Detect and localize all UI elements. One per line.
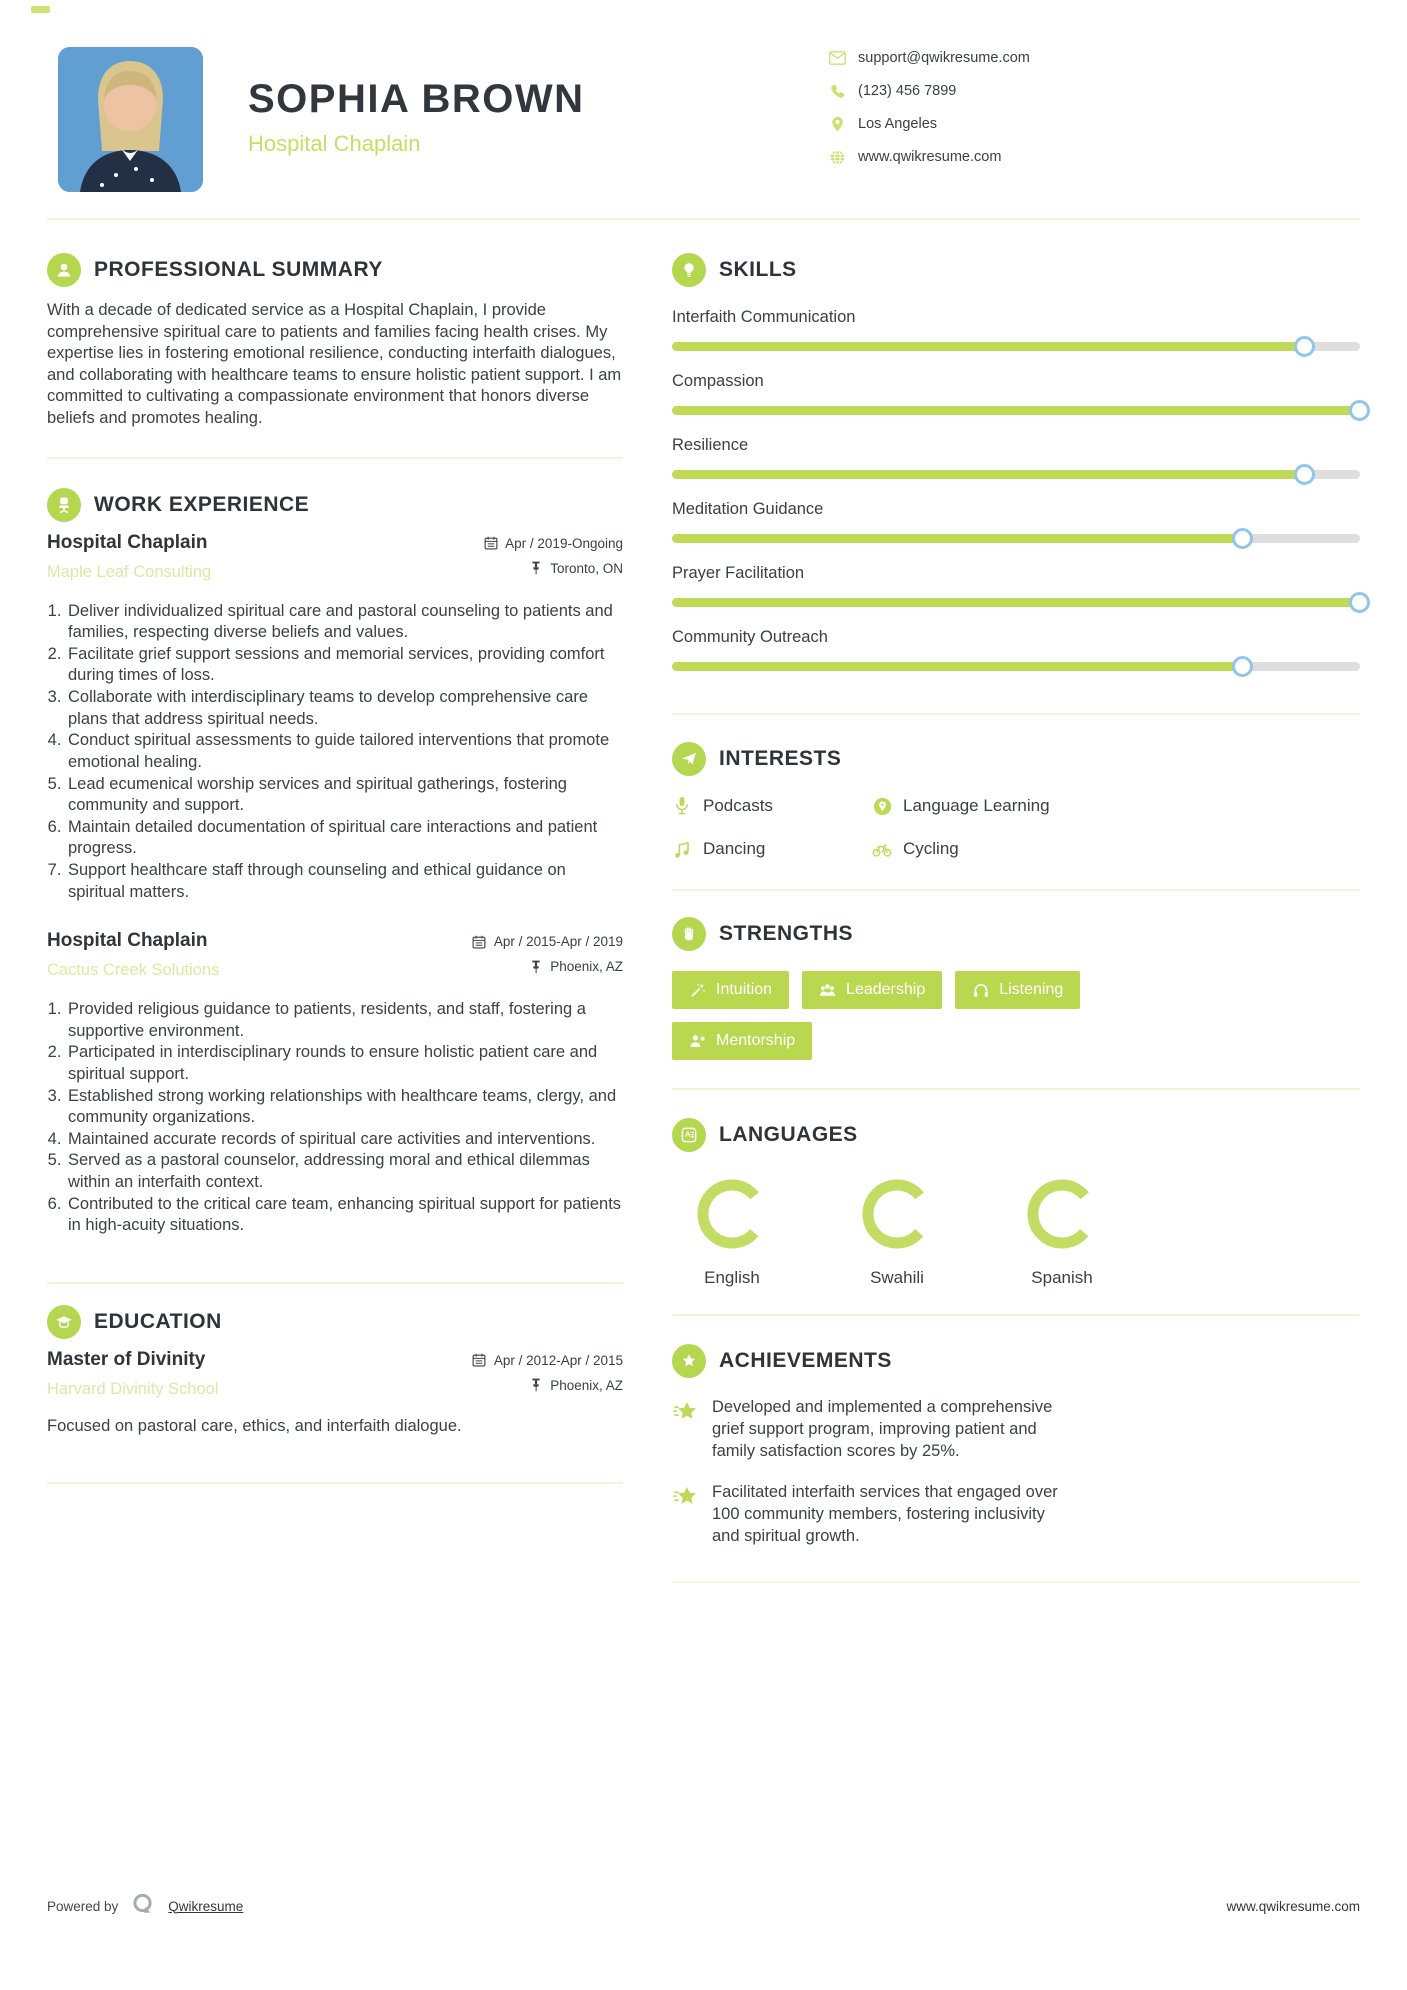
- person-plus-icon: [689, 1033, 706, 1050]
- summary-heading: PROFESSIONAL SUMMARY: [94, 258, 383, 281]
- job-bullet: 1. Deliver individualized spiritual care and pastoral counseling to patients and families, respecting diverse beliefs and values.: [66, 601, 623, 644]
- education-entry: [47, 1349, 623, 1438]
- person-name: SOPHIA BROWN: [248, 77, 585, 121]
- user-icon: [47, 253, 81, 287]
- header: [0, 0, 1407, 192]
- achievements-heading: ACHIEVEMENTS: [719, 1349, 892, 1372]
- summary-text: With a decade of dedicated service as a Hospital Chaplain, I provide comprehensive spiritual care to patients and families facing health crises. My expertise lies in fostering emotional resilience, conducting interfaith dialogues, and collaborating with healthcare teams to ensure holistic patient support. I am committed to cultivating a compassionate environment that honors diverse beliefs and promotes healing.: [47, 301, 622, 428]
- job-location-row: [472, 959, 623, 974]
- star-icon: [672, 1344, 706, 1378]
- strength-badge: [672, 971, 789, 1009]
- qwikresume-link[interactable]: Qwikresume: [168, 1898, 244, 1914]
- powered-by-label: Powered by: [47, 1898, 119, 1914]
- achievement-item: [672, 1397, 1360, 1463]
- job-bullet-list: [47, 999, 623, 1237]
- skill-label: Prayer Facilitation: [672, 564, 805, 582]
- contact-list: [828, 49, 1360, 181]
- contact-item-location: [828, 115, 1360, 133]
- job-entry-head: [47, 930, 623, 984]
- team-icon: [819, 982, 836, 999]
- skill-slider: [672, 406, 1360, 415]
- shooting-star-icon: [672, 1399, 700, 1463]
- right-column: [672, 220, 1360, 1583]
- headphones-icon: [972, 982, 989, 999]
- contact-phone-text[interactable]: (123) 456 7899: [858, 83, 957, 99]
- job-location: Toronto, ON: [550, 560, 623, 576]
- job-dates: Apr / 2019-Ongoing: [505, 535, 623, 551]
- calendar-icon: [483, 536, 498, 551]
- skill-item: [672, 564, 1360, 607]
- skill-slider: [672, 598, 1360, 607]
- education-divider: [47, 1482, 623, 1484]
- language-proficiency-ring: [859, 1176, 935, 1252]
- language-item: [680, 1176, 784, 1288]
- strength-badge: [672, 1022, 812, 1060]
- languages-divider: [672, 1314, 1360, 1316]
- identity-block: [248, 77, 585, 157]
- interest-label: Dancing: [703, 839, 766, 858]
- language-label: Spanish: [1031, 1268, 1093, 1287]
- education-title-block: [47, 1349, 218, 1399]
- interest-label: Podcasts: [703, 796, 773, 815]
- left-column: [47, 220, 623, 1484]
- job-entry: [47, 930, 623, 1237]
- job-bullet: 5. Served as a pastoral counselor, addressing moral and ethical dilemmas within an interfaith context.: [66, 1150, 623, 1193]
- skill-level-fill: [672, 342, 1305, 351]
- contact-item-website: [828, 148, 1360, 166]
- interests-grid: [672, 796, 1360, 859]
- interests-divider: [672, 889, 1360, 891]
- shooting-star-icon: [672, 1484, 700, 1548]
- skill-level-fill: [672, 470, 1305, 479]
- skill-slider: [672, 470, 1360, 479]
- job-bullet: 2. Participated in interdisciplinary rounds to ensure holistic patient care and spiritual support.: [66, 1042, 623, 1085]
- job-meta: [472, 930, 623, 984]
- strength-label: Intuition: [716, 981, 773, 998]
- profile-photo: [58, 47, 203, 192]
- job-title-block: [47, 930, 219, 980]
- job-location-row: [483, 561, 623, 576]
- education-heading: EDUCATION: [94, 1309, 222, 1333]
- skill-item: [672, 308, 1360, 351]
- skill-slider-handle: [1232, 656, 1253, 677]
- skill-level-fill: [672, 598, 1360, 607]
- job-bullet: 6. Maintain detailed documentation of spiritual care interactions and patient progress.: [66, 817, 623, 860]
- section-interests: [672, 742, 1360, 891]
- interest-label: Cycling: [903, 839, 959, 858]
- skills-divider: [672, 713, 1360, 715]
- languages-section-head: [672, 1118, 1360, 1152]
- contact-item-phone: [828, 82, 1360, 100]
- pushpin-icon: [528, 1378, 543, 1393]
- job-dates-row: [472, 934, 623, 949]
- interests-heading: INTERESTS: [719, 747, 842, 770]
- skill-item: [672, 372, 1360, 415]
- skill-slider-handle: [1349, 400, 1370, 421]
- skill-level-fill: [672, 406, 1360, 415]
- job-location: Phoenix, AZ: [550, 959, 623, 975]
- strength-label: Listening: [999, 981, 1064, 998]
- strength-label: Leadership: [846, 981, 926, 998]
- job-bullet: 4. Conduct spiritual assessments to guide tailored interventions that promote emotional healing.: [66, 730, 623, 773]
- summary-section-head: [47, 253, 623, 287]
- translate-icon: [672, 1118, 706, 1152]
- education-school: Harvard Divinity School: [47, 1379, 219, 1398]
- strength-badge: [955, 971, 1080, 1009]
- job-bullet: 6. Contributed to the critical care team, enhancing spiritual support for patients in high-acuity situations.: [66, 1194, 623, 1237]
- interest-item: [872, 839, 1360, 859]
- skill-level-fill: [672, 662, 1243, 671]
- email-icon: [828, 49, 846, 67]
- achievements-section-head: [672, 1344, 1360, 1378]
- skill-label: Community Outreach: [672, 628, 828, 646]
- skill-slider-handle: [1294, 464, 1315, 485]
- skill-label: Meditation Guidance: [672, 500, 824, 518]
- skills-heading: SKILLS: [719, 258, 797, 281]
- achievement-text: Developed and implemented a comprehensive grief support program, improving patient and family satisfaction scores by 25%.: [712, 1398, 1053, 1460]
- section-languages: [672, 1118, 1360, 1316]
- strengths-heading: STRENGTHS: [719, 922, 854, 945]
- calendar-icon: [472, 1353, 487, 1368]
- skill-item: [672, 436, 1360, 479]
- skill-label: Resilience: [672, 436, 749, 454]
- education-location: Phoenix, AZ: [550, 1377, 623, 1393]
- job-meta: [483, 532, 623, 586]
- job-dates-row: [483, 536, 623, 551]
- globe-icon: [828, 148, 846, 166]
- lightbulb-icon: [672, 253, 706, 287]
- work-section-head: [47, 488, 623, 522]
- contact-website-text[interactable]: www.qwikresume.com: [858, 149, 1002, 165]
- language-label: English: [704, 1268, 760, 1287]
- skill-slider: [672, 342, 1360, 351]
- interest-item: [672, 839, 872, 859]
- section-achievements: [672, 1344, 1360, 1583]
- calendar-icon: [472, 934, 487, 949]
- language-label: Swahili: [870, 1268, 924, 1287]
- job-bullet: 3. Collaborate with interdisciplinary teams to develop comprehensive care plans that address spiritual needs.: [66, 687, 623, 730]
- job-company: Cactus Creek Solutions: [47, 961, 220, 980]
- skill-slider: [672, 662, 1360, 671]
- language-item: [1010, 1176, 1114, 1288]
- language-proficiency-ring: [1024, 1176, 1100, 1252]
- skill-slider-handle: [1349, 592, 1370, 613]
- education-dates-row: [472, 1353, 623, 1368]
- education-degree: Master of Divinity: [47, 1348, 206, 1370]
- footer: [47, 1893, 1360, 1919]
- bicycle-icon: [872, 839, 892, 859]
- paper-plane-icon: [672, 742, 706, 776]
- section-skills: [672, 253, 1360, 715]
- svg-text:A: A: [685, 1129, 691, 1139]
- job-bullet: 2. Facilitate grief support sessions and memorial services, providing comfort during times of loss.: [66, 644, 623, 687]
- job-title: Hospital Chaplain: [47, 930, 208, 952]
- main-content: [0, 220, 1407, 1583]
- person-job-title: Hospital Chaplain: [248, 131, 421, 156]
- education-section-head: [47, 1305, 623, 1339]
- achievement-text: Facilitated interfaith services that engaged over 100 community members, fostering inclusivity and spiritual growth.: [712, 1482, 1058, 1545]
- music-note-icon: [672, 839, 692, 859]
- education-meta: [472, 1349, 623, 1403]
- job-title: Hospital Chaplain: [47, 531, 208, 553]
- contact-item-email: [828, 49, 1360, 67]
- graduation-cap-icon: [47, 1305, 81, 1339]
- summary-divider: [47, 457, 623, 459]
- interest-item: [672, 796, 872, 816]
- skill-slider: [672, 534, 1360, 543]
- languages-row: [672, 1176, 1360, 1288]
- education-entry-head: [47, 1349, 623, 1403]
- job-bullet-list: [47, 601, 623, 904]
- phone-icon: [828, 82, 846, 100]
- location-pin-icon: [828, 115, 846, 133]
- skill-slider-handle: [1294, 336, 1315, 357]
- job-company: Maple Leaf Consulting: [47, 562, 212, 581]
- job-entry-head: [47, 532, 623, 586]
- strength-badge: [802, 971, 942, 1009]
- strength-label: Mentorship: [716, 1032, 796, 1049]
- work-heading: WORK EXPERIENCE: [94, 492, 310, 516]
- strengths-section-head: [672, 917, 1360, 951]
- language-item: [845, 1176, 949, 1288]
- section-strengths: [672, 917, 1360, 1090]
- skill-item: [672, 500, 1360, 543]
- languages-heading: LANGUAGES: [719, 1123, 858, 1146]
- achievement-item: [672, 1482, 1360, 1548]
- skill-level-fill: [672, 534, 1243, 543]
- strengths-divider: [672, 1088, 1360, 1090]
- magic-wand-icon: [689, 982, 706, 999]
- language-pin-icon: [872, 796, 892, 816]
- pushpin-icon: [528, 561, 543, 576]
- skills-section-head: [672, 253, 1360, 287]
- job-bullet: 3. Established strong working relationships with healthcare teams, clergy, and community organizations.: [66, 1086, 623, 1129]
- education-location-row: [472, 1378, 623, 1393]
- section-work-experience: [47, 488, 623, 1284]
- language-proficiency-ring: [694, 1176, 770, 1252]
- achievements-divider: [672, 1581, 1360, 1583]
- job-title-block: [47, 532, 211, 582]
- section-education: [47, 1305, 623, 1484]
- job-bullet: 1. Provided religious guidance to patients, residents, and staff, fostering a supportive environment.: [66, 999, 623, 1042]
- section-professional-summary: [47, 253, 623, 459]
- raised-hand-icon: [672, 917, 706, 951]
- job-bullet: 4. Maintained accurate records of spiritual care activities and interventions.: [66, 1129, 623, 1151]
- job-dates: Apr / 2015-Apr / 2019: [493, 934, 623, 950]
- contact-email-text[interactable]: support@qwikresume.com: [858, 50, 1030, 66]
- skill-item: [672, 628, 1360, 671]
- job-bullet: 5. Lead ecumenical worship services and spiritual gatherings, fostering community and support.: [66, 774, 623, 817]
- work-divider: [47, 1282, 623, 1284]
- pushpin-icon: [528, 959, 543, 974]
- interest-label: Language Learning: [903, 796, 1050, 815]
- education-dates: Apr / 2012-Apr / 2015: [493, 1352, 623, 1368]
- microphone-icon: [672, 796, 692, 816]
- job-bullet: 7. Support healthcare staff through counseling and ethical guidance on spiritual matters.: [66, 860, 623, 903]
- skill-label: Compassion: [672, 372, 764, 390]
- footer-website[interactable]: www.qwikresume.com: [1226, 1898, 1360, 1914]
- contact-location-text: Los Angeles: [858, 116, 938, 132]
- office-chair-icon: [47, 488, 81, 522]
- qwikresume-logo-icon: [132, 1893, 154, 1919]
- skill-label: Interfaith Communication: [672, 308, 856, 326]
- interest-item: [872, 796, 1360, 816]
- profile-photo-illustration: [58, 47, 203, 192]
- strength-badges: [672, 971, 1152, 1060]
- corner-mark: [31, 6, 50, 13]
- skill-slider-handle: [1232, 528, 1253, 549]
- job-entry: [47, 532, 623, 904]
- education-note: Focused on pastoral care, ethics, and interfaith dialogue.: [47, 1416, 462, 1435]
- interests-section-head: [672, 742, 1360, 776]
